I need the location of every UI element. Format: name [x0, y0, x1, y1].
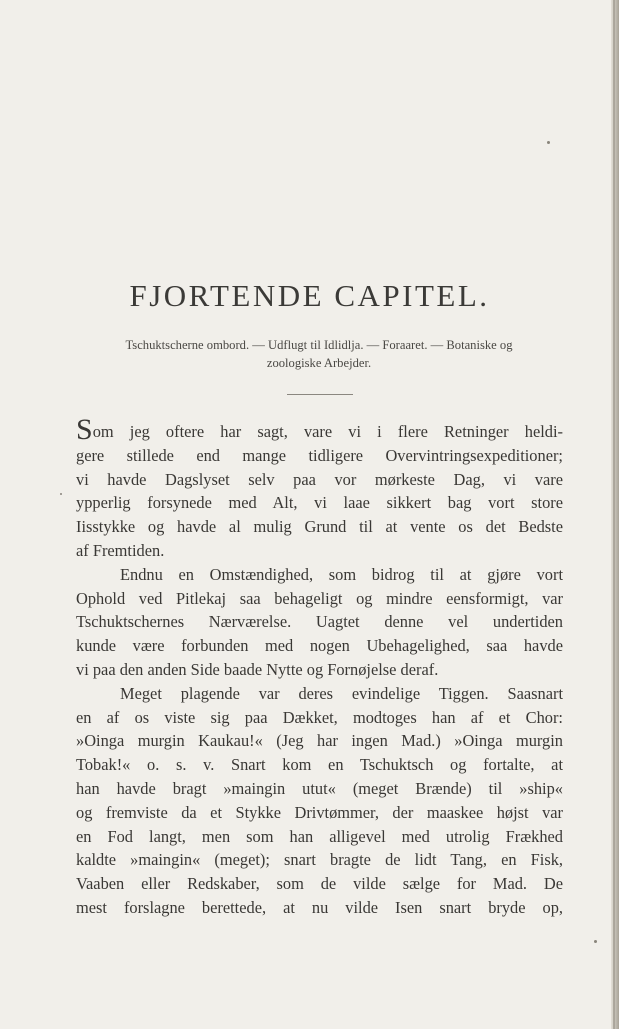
paragraph-3-line: kaldte »maingin« (meget); snart bragte de lidt Tang, en Fisk,	[76, 850, 563, 870]
paper-speck	[594, 940, 597, 943]
paragraph-1-line-text: om jeg oftere har sagt, vare vi i flere Retninger heldi-	[92, 422, 563, 441]
paper-speck	[60, 493, 62, 495]
paragraph-3-line: en af os viste sig paa Dækket, modtoges han af et Chor:	[76, 707, 563, 727]
paragraph-1-line: gere stillede end mange tidligere Overvintringsexpeditioner;	[76, 445, 563, 465]
paragraph-3-line: Tobak!« o. s. v. Snart kom en Tschuktsch og fortalte, at	[76, 755, 563, 775]
page-spine-edge	[613, 0, 615, 1029]
drop-cap: S	[76, 413, 93, 446]
paragraph-3-line: Meget plagende var deres evindelige Tiggen. Saasnart	[120, 683, 563, 703]
paragraph-1-line: Iisstykke og havde al mulig Grund til at vente os det Bedste	[76, 517, 563, 537]
paragraph-1-line: vi havde Dagslyset selv paa vor mørkeste Dag, vi vare	[76, 469, 563, 489]
paragraph-3-line: »Oinga murgin Kaukau!« (Jeg har ingen Mad.) »Oinga murgin	[76, 731, 563, 751]
paragraph-2-line: Endnu en Omstændighed, som bidrog til at gjøre vort	[120, 564, 563, 584]
paragraph-1-line	[76, 413, 563, 446]
paragraph-2-line: Tschuktschernes Nærværelse. Uagtet denne vel undertiden	[76, 612, 563, 632]
paragraph-1-line: af Fremtiden.	[76, 540, 165, 560]
paragraph-3-line: Vaaben eller Redskaber, som de vilde sælge for Mad. De	[76, 874, 563, 894]
paragraph-3-line: mest forslagne berettede, at nu vilde Isen snart bryde op,	[76, 897, 563, 917]
paragraph-2-line: kunde være forbunden med nogen Ubehagelighed, saa havde	[76, 636, 563, 656]
chapter-title: FJORTENDE CAPITEL.	[129, 278, 490, 313]
chapter-body	[76, 413, 563, 920]
paragraph-2-line: vi paa den anden Side baade Nytte og Fornøjelse deraf.	[76, 659, 439, 679]
paragraph-2-line: Ophold ved Pitlekaj saa behageligt og mindre eensformigt, var	[76, 588, 563, 608]
paragraph-3-line: han havde bragt »maingin utut« (meget Brænde) til »ship«	[76, 778, 563, 798]
paper-speck	[547, 141, 550, 144]
chapter-summary-line: Tschuktscherne ombord. — Udflugt til Idlidlja. — Foraaret. — Botaniske og	[125, 338, 513, 352]
section-divider	[287, 394, 353, 395]
paragraph-3-line: en Fod langt, men som han alligevel med utrolig Frækhed	[76, 826, 563, 846]
chapter-summary	[74, 336, 564, 372]
chapter-summary-line: zoologiske Arbejder.	[266, 356, 372, 370]
paragraph-1-line: ypperlig forsynede med Alt, vi laae sikkert bag vort store	[76, 493, 563, 513]
paragraph-3-line: og fremviste da et Stykke Drivtømmer, der maaskee højst var	[76, 802, 563, 822]
